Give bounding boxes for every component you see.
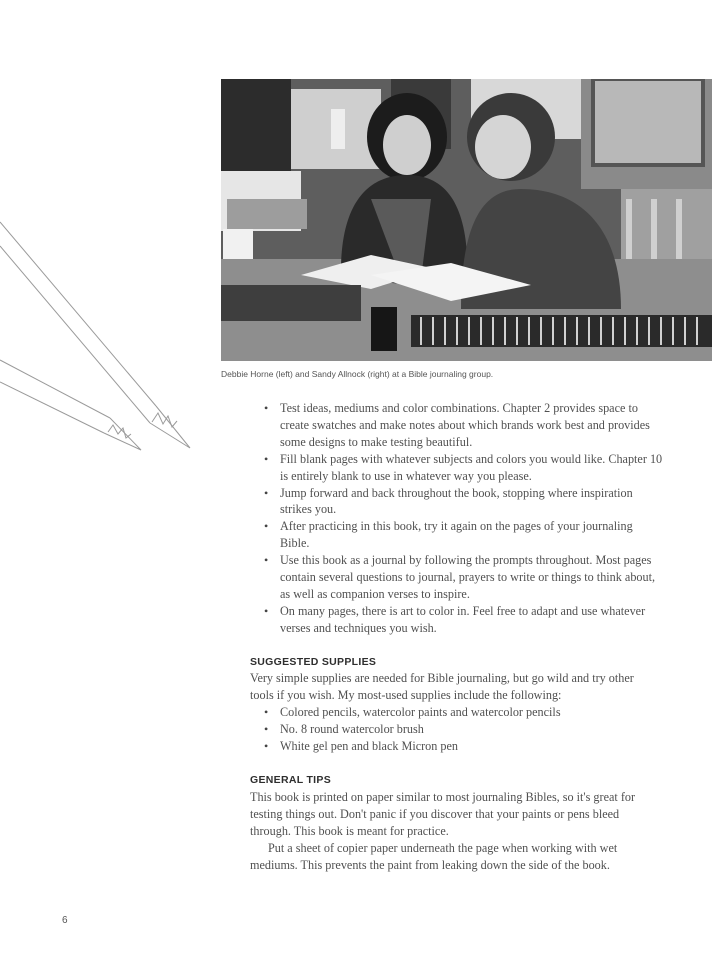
group-photo (221, 79, 712, 361)
photo-caption: Debbie Horne (left) and Sandy Allnock (right) at a Bible journaling group. (221, 369, 494, 379)
general-tips-paragraph-1: This book is printed on paper similar to most journaling Bibles, so it's great for testing things out. Don't panic if you discover that your paints or pens bleed through. This book is meant for practice. (250, 790, 636, 838)
list-item: • Use this book as a journal by following the prompts throughout. Most pages contain several questions to journal, prayers to write or things to think about, as well as companion verses to inspire. (264, 552, 664, 603)
list-item: • No. 8 round watercolor brush (264, 721, 664, 738)
suggested-supplies-heading: SUGGESTED SUPPLIES (250, 656, 377, 668)
list-item: • Fill blank pages with whatever subjects and colors you would like. Chapter 10 is entirely blank to use in whatever way you please. (264, 451, 664, 485)
list-item: • After practicing in this book, try it again on the pages of your journaling Bible. (264, 518, 664, 552)
list-item: • On many pages, there is art to color in. Feel free to adapt and use whatever verses and techniques you wish. (264, 603, 664, 637)
list-item: • White gel pen and black Micron pen (264, 738, 664, 755)
list-item: • Jump forward and back throughout the book, stopping where inspiration strikes you. (264, 485, 664, 519)
list-item: • Test ideas, mediums and color combinations. Chapter 2 provides space to create swatches and make notes about which brands work best and provides some designs to make testing beautiful. (264, 400, 664, 451)
general-tips-paragraph-2: Put a sheet of copier paper underneath the page when working with wet mediums. This prevents the paint from leaking down the side of the book. (250, 841, 618, 872)
supplies-intro: Very simple supplies are needed for Bible journaling, but go wild and try other tools if you wish. My most-used supplies include the following: (250, 671, 634, 702)
supplies-list (264, 704, 664, 755)
page-number: 6 (62, 915, 68, 926)
photo-image (221, 79, 712, 361)
general-tips-heading: GENERAL TIPS (250, 774, 332, 786)
tips-list (264, 400, 664, 637)
pencil-illustration (0, 210, 200, 460)
list-item: • Colored pencils, watercolor paints and watercolor pencils (264, 704, 664, 721)
